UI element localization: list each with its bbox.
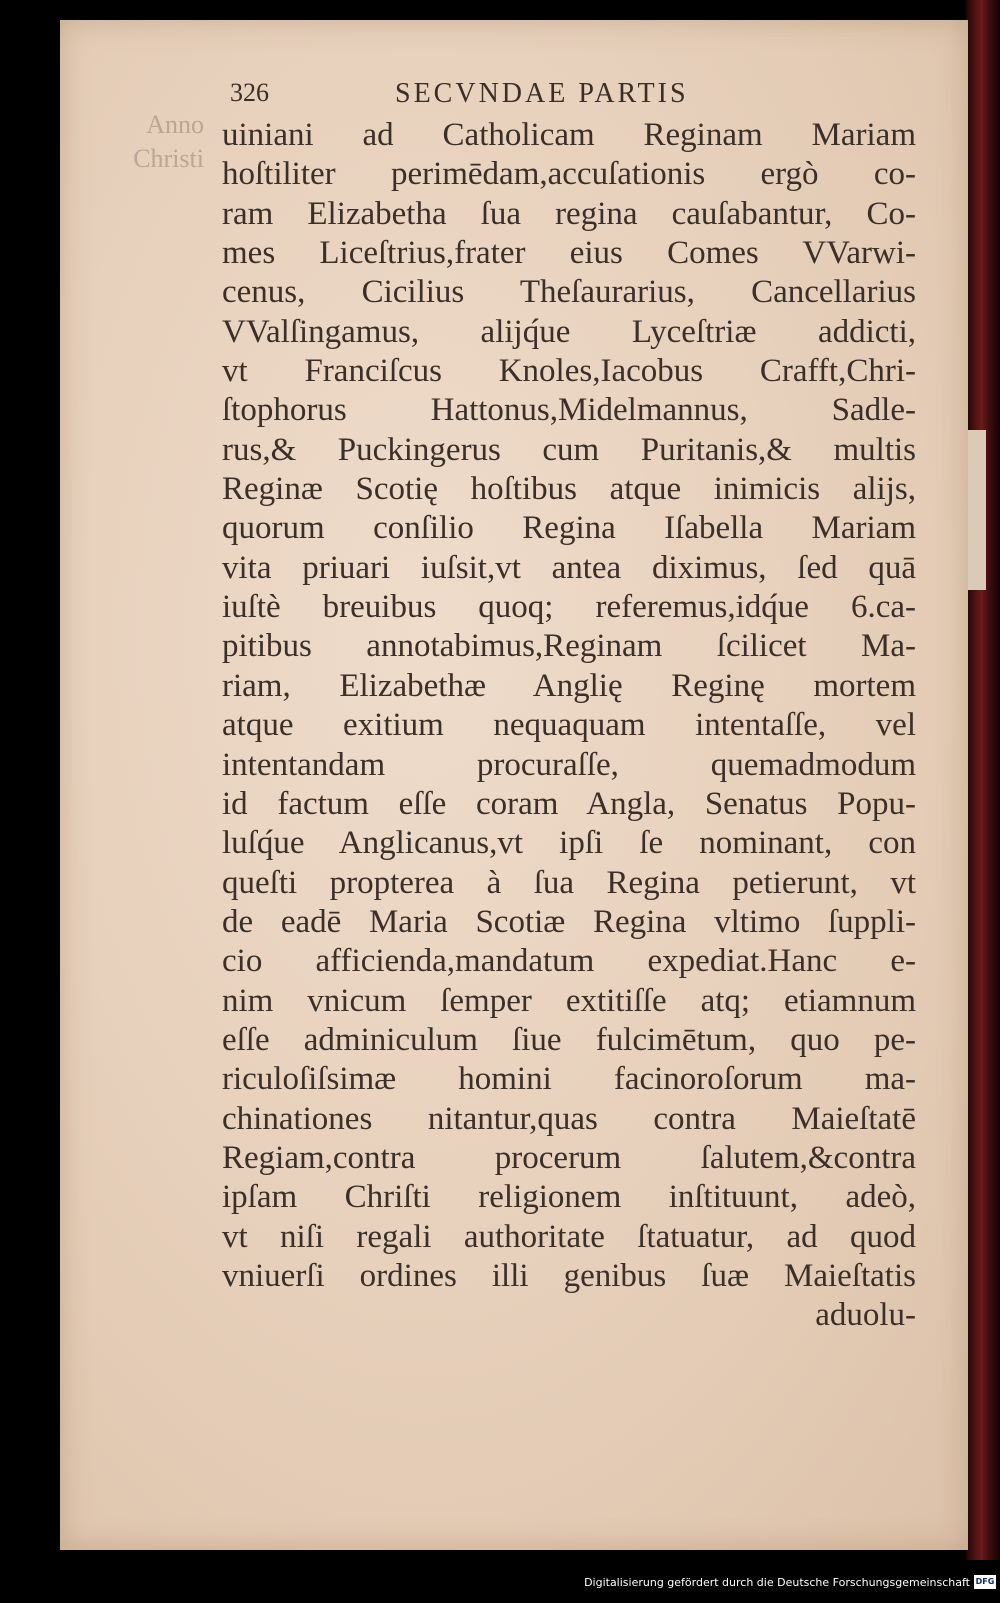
text-line: intentandam procuraſſe, quemadmodum (222, 746, 916, 783)
text-line: queſti propterea à ſua Regina petierunt, vt (222, 864, 916, 901)
text-line: Regiam,contra procerum ſalutem,&contra (222, 1139, 916, 1176)
text-line: luſq́ue Anglicanus,vt ipſi ſe nominant, con (222, 825, 916, 862)
digitization-footer (0, 1572, 1000, 1596)
text-line: nim vnicum ſemper extitiſſe atq; etiamnum (222, 982, 916, 1019)
text-line: atque exitium nequaquam intentaſſe, vel (222, 707, 916, 744)
funding-credit: Digitalisierung gefördert durch die Deutsche Forschungsgemeinschaft (584, 1576, 970, 1589)
text-line: eſſe adminiculum ſiue fulcimētum, quo pe- (222, 1021, 916, 1058)
text-line: chinationes nitantur,quas contra Maieſtatē (222, 1100, 916, 1137)
running-head-title: SECVNDAE PARTIS (395, 78, 689, 109)
text-line: hoſtiliter perimēdam,accuſationis ergò co- (222, 156, 916, 193)
page-number: 326 (230, 78, 269, 107)
text-line: vt Franciſcus Knoles,Iacobus Crafft,Chri- (222, 353, 916, 390)
text-line: VValſingamus, alijq́ue Lyceſtriæ addicti, (222, 313, 916, 350)
text-line: uiniani ad Catholicam Reginam Mariam (222, 117, 916, 153)
text-line: ram Elizabetha ſua regina cauſabantur, Co- (222, 195, 916, 232)
text-line: de eadē Maria Scotiæ Regina vltimo ſuppli- (222, 903, 916, 940)
text-line: vt niſi regali authoritate ſtatuatur, ad quod (222, 1218, 916, 1255)
text-line: ipſam Chriſti religionem inſtituunt, adeò, (222, 1179, 916, 1216)
text-line: pitibus annotabimus,Reginam ſcilicet Ma- (222, 628, 916, 665)
text-line: riam, Elizabethæ Anglię Reginę mortem (222, 667, 916, 704)
text-line: cio afficienda,mandatum expediat.Hanc e- (222, 943, 916, 980)
text-line: Reginæ Scotię hoſtibus atque inimicis alijs, (222, 471, 916, 508)
text-line: iuſtè breuibus quoq; referemus,idq́ue 6.ca- (222, 589, 916, 626)
text-line: ſtophorus Hattonus,Midelmannus, Sadle- (222, 392, 916, 429)
text-line: quorum conſilio Regina Iſabella Mariam (222, 510, 916, 547)
marginal-note (104, 108, 204, 176)
text-line: mes Liceſtrius,frater eius Comes VVarwi- (222, 235, 916, 272)
text-line: cenus, Cicilius Theſaurarius, Cancellarius (222, 274, 916, 311)
text-line: id factum eſſe coram Angla, Senatus Popu- (222, 785, 916, 822)
text-line: rus,& Puckingerus cum Puritanis,& multis (222, 431, 916, 468)
binding-paper-strip (968, 430, 986, 590)
marginal-note-line: Anno (146, 110, 204, 139)
text-line: vniuerſi ordines illi genibus ſuæ Maieſtatis (222, 1257, 916, 1294)
book-binding-edge (966, 0, 1000, 1560)
text-line: riculoſiſsimæ homini facinoroſorum ma- (222, 1061, 916, 1098)
running-head (230, 78, 790, 118)
marginal-note-line: Christi (133, 144, 204, 173)
body-text (222, 116, 916, 1336)
catchword: aduolu- (815, 1297, 916, 1334)
dfg-logo-icon: DFG (974, 1575, 996, 1589)
text-line: vita priuari iuſsit,vt antea diximus, ſed quā (222, 549, 916, 586)
